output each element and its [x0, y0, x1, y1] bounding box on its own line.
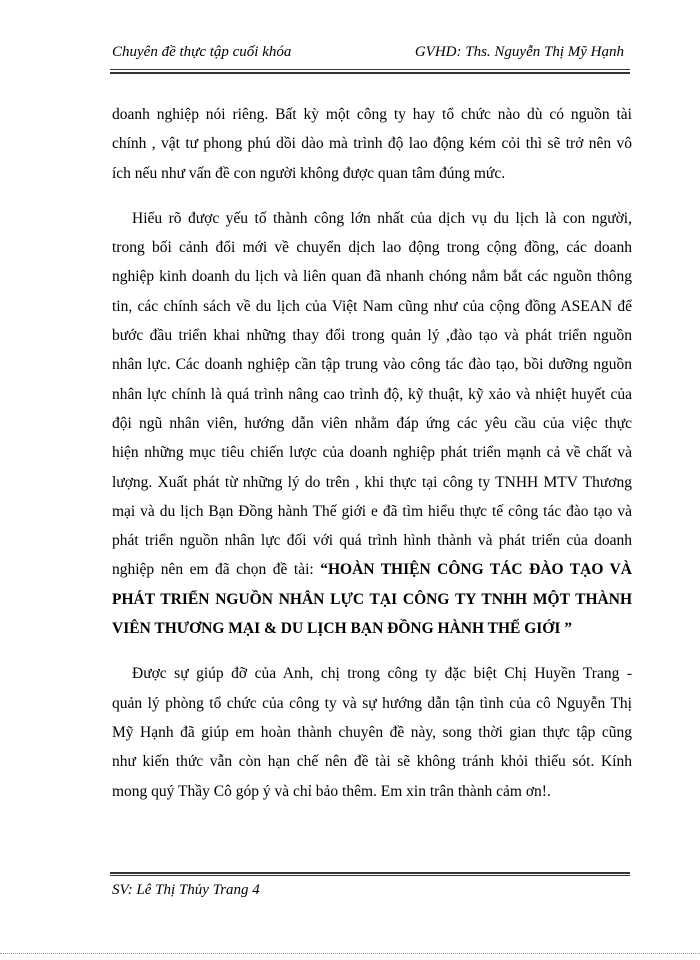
text-line: trong bối cảnh đổi mới về chuyển dịch lao động trong cộng đồng, các doanh	[112, 239, 632, 257]
header-rule-thick	[110, 72, 630, 74]
text-line: nhân lực chính là quá trình nâng cao trình độ, kỹ thuật, kỹ xảo và nhiệt huyết của	[112, 385, 632, 403]
text-line	[112, 555, 632, 584]
text-line: ích nếu như vấn đề con người không được quan tâm đúng mức.	[112, 164, 506, 182]
text-line: đội ngũ nhân viên, hướng dẫn viên nhằm đáp ứng các yêu cầu của việc thực	[112, 414, 632, 432]
topic-title-line: PHÁT TRIỂN NGUỒN NHÂN LỰC TẠI CÔNG TY TNHH MỘT THÀNH	[112, 590, 632, 608]
topic-title: “HOÀN THIỆN CÔNG TÁC ĐÀO TẠO VÀ	[320, 561, 632, 579]
text-line: doanh nghiệp nói riêng. Bất kỳ một công ty hay tổ chức nào dù có nguồn tài	[112, 106, 632, 123]
text-line: như kiến thức vẫn còn hạn chế nên đề tài sẽ không tránh khỏi thiếu sót. Kính	[112, 753, 632, 771]
text-line: Được sự giúp đỡ của Anh, chị trong công ty đặc biệt Chị Huyền Trang -	[132, 665, 632, 683]
document-body	[112, 100, 632, 806]
text-line: bước đầu triển khai những thay đổi trong quản lý ,đào tạo và phát triển nguồn	[112, 327, 632, 345]
text-line: tin, các chính sách về du lịch của Việt Nam cũng như của cộng đồng ASEAN để	[112, 297, 632, 315]
header-supervisor: GVHD: Ths. Nguyễn Thị Mỹ Hạnh	[414, 44, 624, 60]
text-line: Mỹ Hạnh đã giúp em hoàn thành chuyên đề này, song thời gian thực tập cũng	[112, 723, 632, 741]
text-line: mại và du lịch Bạn Đồng hành Thế giới e đã tìm hiểu thực tế công tác đào tạo và	[112, 502, 632, 520]
text-line: quản lý phòng tổ chức của công ty và sự hướng dẫn tận tình của cô Nguyễn Thị	[112, 694, 632, 712]
text-line: nghiệp kinh doanh du lịch và liên quan đã nhanh chóng nắm bắt các nguồn thông	[112, 268, 632, 286]
footer-rule-thick	[110, 872, 630, 874]
header-title: Chuyên đề thực tập cuối khóa	[112, 44, 292, 60]
page-header	[112, 44, 624, 66]
topic-title-line: VIÊN THƯƠNG MẠI & DU LỊCH BẠN ĐỒNG HÀNH THẾ GIỚI ”	[112, 620, 573, 638]
paragraph-3	[112, 659, 632, 805]
text-line: hiện những mục tiêu chiến lược của doanh nghiệp phát triển mạnh cả về chất và	[112, 444, 632, 462]
footer-rule	[110, 875, 630, 876]
text-line: lượng. Xuất phát từ những lý do trên , khi thực tại công ty TNHH MTV Thương	[112, 473, 632, 491]
page-edge	[0, 953, 700, 954]
header-rule	[110, 69, 630, 70]
text-line: chính , vật tư phong phú dồi dào mà trình độ lao động kém cỏi thì sẽ trở nên vô	[112, 135, 632, 153]
text-line: Hiểu rõ được yếu tố thành công lớn nhất của dịch vụ du lịch là con người,	[132, 209, 632, 227]
text-line: mong quý Thầy Cô góp ý và chỉ bảo thêm. Em xin trân thành cảm ơn!.	[112, 782, 551, 800]
paragraph-1	[112, 100, 632, 188]
text-line: phát triển nguồn nhân lực đối với quá trình hình thành và phát triển của doanh	[112, 532, 632, 550]
paragraph-2	[112, 204, 632, 643]
page-footer: SV: Lê Thị Thủy Trang 4	[112, 882, 260, 898]
topic-prefix: nghiệp nên em đã chọn đề tài:	[112, 561, 321, 579]
text-line: nhân lực. Các doanh nghiệp cần tập trung vào công tác đào tạo, bồi dưỡng nguồn	[112, 356, 632, 374]
